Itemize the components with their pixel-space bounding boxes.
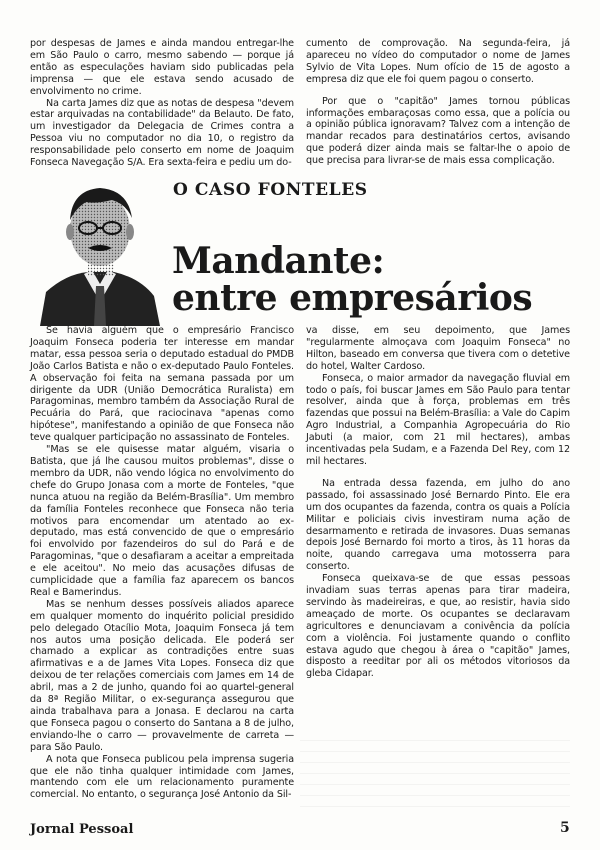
paragraph: Mas se nenhum desses possíveis aliados aparece em qualquer momento do inquérito policial presidido pelo delegado Otacílio Mota, Joaquim Fonseca já tem nos autos uma posição delicada. Ele poderá ser chamado a explicar as contradições entre suas afirmativas e a de James Vita Lopes. Fonseca diz que deixou de ter relações comerciais com James em 14 de abril, mas a 2 de junho, quando foi ao quartel-general da 8ª Região Militar, o ex-segurança assegurou que ainda trabalhava para a Jonasa. E declarou na carta que Fonseca pagou o conserto do Santana a 8 de julho, enviando-lhe o carro — provavelmente de carreta — para São Paulo. [30, 598, 294, 753]
publication-name: Jornal Pessoal [30, 822, 134, 837]
paragraph: Fonseca queixava-se de que essas pessoas invadiam suas terras apenas para tirar madeira, servindo às madeireiras, e que, ao resistir, havia sido ameaçado de morte. Os ocupantes se declaravam agricultores e denunciavam a conivência da polícia com a violência. Foi justamente quando o conflito estava agudo que chegou à área o "capitão" James, disposto a reeditar por ali os métodos vitoriosos da gleba Cidapar. [306, 573, 570, 680]
paragraph: Por que o "capitão" James tornou públicas informações embaraçosas como essa, que a polícia ou a opinião pública ignoravam? Talvez com a intenção de mandar recados para destinatários certos, avisando que poderá dizer ainda mais se faltar-lhe o apoio de que precisa para livrar-se de mais essa complicação. [306, 95, 570, 167]
paragraph: por despesas de James e ainda mandou entregar-lhe em São Paulo o carro, mesmo sabendo — porque já então as especulações haviam sido publicadas pela imprensa — que ele estava sendo acusado de envolvimento no crime. [30, 38, 294, 97]
top-left-column [30, 38, 294, 169]
bottom-right-column [306, 325, 570, 680]
paragraph: A nota que Fonseca publicou pela imprensa sugeria que ele não tinha qualquer intimidade com James, mantendo com ele um relacionamento puramente comercial. No entanto, o segurança José Antonio da Sil- [30, 753, 294, 801]
section-kicker: O CASO FONTELES [173, 180, 368, 200]
headline-line-1: Mandante: [172, 240, 385, 282]
paragraph: Na entrada dessa fazenda, em julho do ano passado, foi assassinado José Bernardo Pinto. Ele era um dos ocupantes da fazenda, contra os quais a Polícia Militar e policiais civis investiram numa ação de desarmamento e retirada de invasores. Duas semanas depois José Bernardo foi morto a tiros, às 11 horas da noite, quando carregava uma motosserra para conserto. [306, 477, 570, 573]
paragraph: Fonseca, o maior armador da navegação fluvial em todo o país, foi buscar James em São Paulo para tentar resolver, ainda que à força, problemas em três fazendas que possui na Belém-Brasília: a Vale do Capim Agro Industrial, a Companhia Agropecuária do Rio Jabuti (a maior, com 21 mil hectares), ambas incentivadas pela Sudam, e a Fazenda Del Rey, com 12 mil hectares. [306, 372, 570, 467]
portrait-photo [36, 174, 164, 326]
man-portrait-image [36, 174, 164, 326]
paragraph: cumento de comprovação. Na segunda-feira, já apareceu no vídeo do computador o nome de James Sylvio de Vita Lopes. Num ofício de 15 de agosto a empresa diz que ele foi quem pagou o conserto. [306, 38, 570, 85]
bottom-left-column [30, 325, 294, 801]
page-number: 5 [560, 820, 570, 836]
headline-line-2: entre empresários [172, 277, 533, 319]
paragraph: "Mas se ele quisesse matar alguém, visaria o Batista, que já lhe causou muitos problemas", disse o membro da UDR, não vendo lógica no envolvimento do chefe do Grupo Jonasa com a morte de Fonteles, "que nunca atuou na região da Belém-Brasília". Um membro da família Fonteles reconhece que Fonseca não teria motivos para encomendar um atentado ao ex-deputado, mas está convencido de que o empresário foi envolvido por fazendeiros do sul do Pará e de Paragominas, "que o desafiaram a aceitar a empreitada e ele aceitou". No meio das acusações difusas de cumplicidade que a família faz aparecem os bancos Real e Bamerindus. [30, 444, 294, 598]
paragraph: Se havia alguém que o empresário Francisco Joaquim Fonseca poderia ter interesse em mandar matar, essa pessoa seria o deputado estadual do PMDB João Carlos Batista e não o ex-deputado Paulo Fonteles. A observação foi feita na semana passada por um dirigente da UDR (União Democrática Ruralista) em Paragominas, membro também da Associação Rural de Pecuária do Pará, que raciocinava "apenas como hipótese", manifestando a opinião de que Fonseca não teve qualquer participação no assassinato de Fonteles. [30, 325, 294, 444]
bleed-through-texture [300, 740, 570, 810]
article-headline [172, 240, 533, 319]
paragraph: va disse, em seu depoimento, que James "regularmente almoçava com Joaquim Fonseca" no Hilton, baseado em conversa que tivera com o detetive do hotel, Walter Cardoso. [306, 325, 570, 372]
top-right-column [306, 38, 570, 167]
paragraph: Na carta James diz que as notas de despesa "devem estar arquivadas na contabilidade" da Belauto. De fato, um investigador da Delegacia de Crimes contra a Pessoa viu no computador no dia 10, o registro da responsabilidade pelo conserto em nome de Joaquim Fonseca Navegação S/A. Era sexta-feira e pediu um do- [30, 97, 294, 169]
